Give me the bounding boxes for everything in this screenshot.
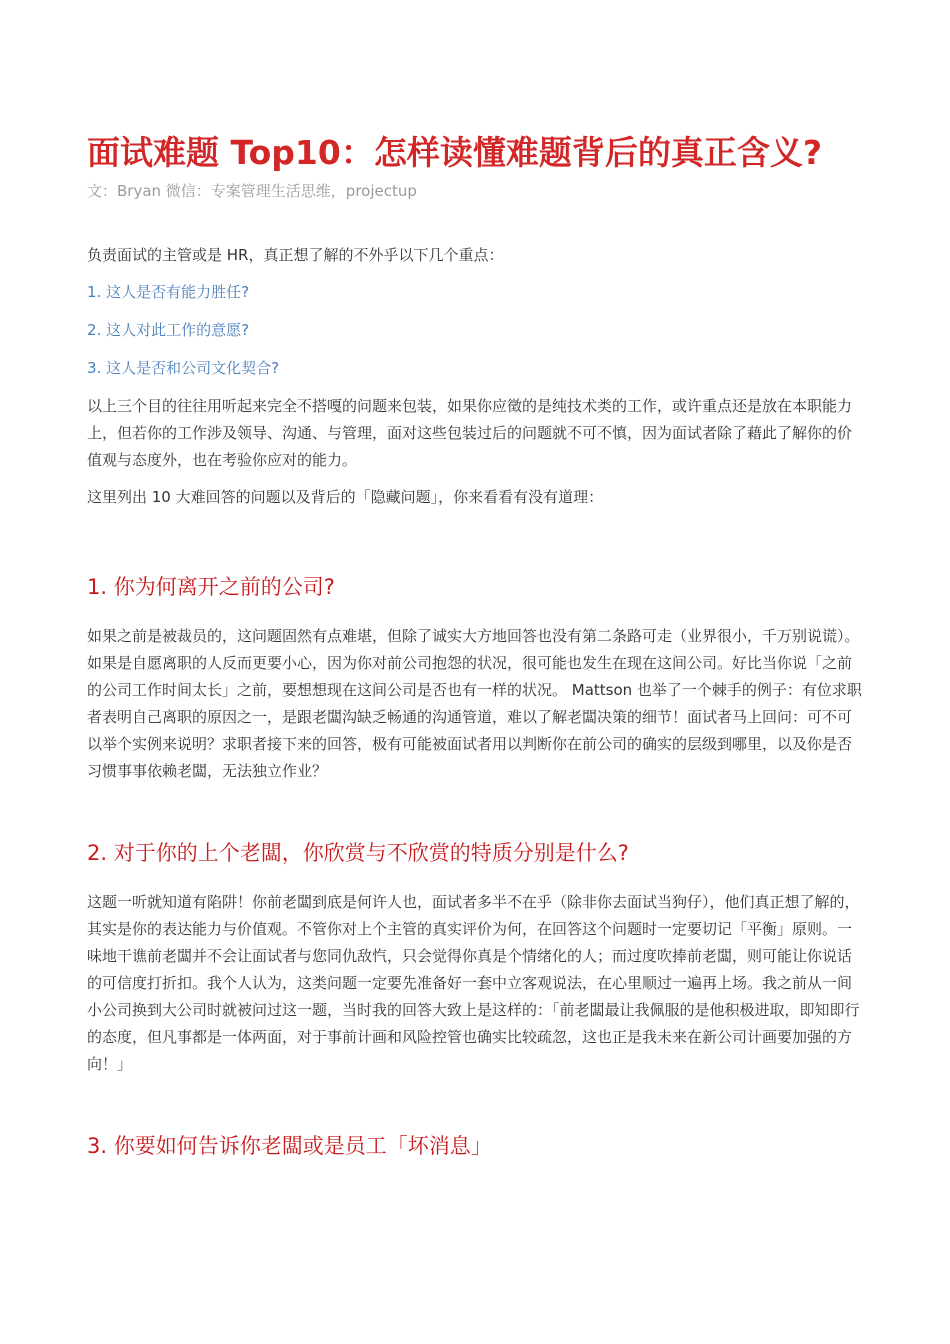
article-byline: 文：Bryan 微信：专案管理生活思维，projectup [87,182,417,200]
section-body: 这题一听就知道有陷阱！你前老闆到底是何许人也，面试者多半不在乎（除非你去面试当狗仔），他们真正想了解的，其实是你的表达能力与价值观。不管你对上个主管的真实评价为何，在回答这个问题时一定要切记「平衡」原则。一味地干谯前老闆并不会让面试者与您同仇敌忾，只会觉得你真是个情绪化的人；而过度吹捧前老闆，则可能让你说话的可信度打折扣。我个人认为，这类问题一定要先准备好一套中立客观说法，在心里顺过一遍再上场。我之前从一间小公司换到大公司时就被问过这一题，当时我的回答大致上是这样的：「前老闆最让我佩服的是他积极进取，即知即行的态度，但凡事都是一体两面，对于事前计画和风险控管也确实比较疏忽，这也正是我未来在新公司计画要加强的方向！」 [87,893,860,1073]
key-points-list [87,279,865,382]
key-point-item: 3. 这人是否和公司文化契合? [87,359,280,377]
article-content [87,128,865,1162]
section-heading: 1. 你为何离开之前的公司? [87,575,335,599]
list-intro-paragraph: 这里列出 10 大难回答的问题以及背后的「隐藏问题」，你来看看有没有道理： [87,488,604,506]
section-heading: 3. 你要如何告诉你老闆或是员工「坏消息」 [87,1134,492,1158]
section-heading: 2. 对于你的上个老闆，你欣赏与不欣赏的特质分别是什么? [87,841,629,865]
packaging-paragraph: 以上三个目的往往用听起来完全不搭嘎的问题来包装，如果你应徵的是纯技术类的工作，或许重点还是放在本职能力上，但若你的工作涉及领导、沟通、与管理，面对这些包装过后的问题就不可不慎，因为面试者除了藉此了解你的价值观与态度外，也在考验你应对的能力。 [87,397,853,469]
article-title: 面试难题 Top10：怎样读懂难题背后的真正含义? [87,133,822,172]
section-body: 如果之前是被裁员的，这问题固然有点难堪，但除了诚实大方地回答也没有第二条路可走（业界很小，千万别说谎）。如果是自愿离职的人反而更要小心，因为你对前公司抱怨的状况，很可能也发生在现在这间公司。好比当你说「之前的公司工作时间太长」之前，要想想现在这间公司是否也有一样的状况。 Mattson 也举了一个棘手的例子：有位求职者表明自己离职的原因之一，是跟老闆沟缺乏畅通的沟通管道，难以了解老闆决策的细节！面试者马上回问：可不可以举个实例来说明？求职者接下来的回答，极有可能被面试者用以判断你在前公司的确实的层级到哪里，以及你是否习惯事事依赖老闆，无法独立作业？ [87,627,862,780]
key-point-item: 1. 这人是否有能力胜任? [87,283,250,301]
intro-paragraph: 负责面试的主管或是 HR，真正想了解的不外乎以下几个重点： [87,246,504,264]
key-point-item: 2. 这人对此工作的意愿? [87,321,250,339]
